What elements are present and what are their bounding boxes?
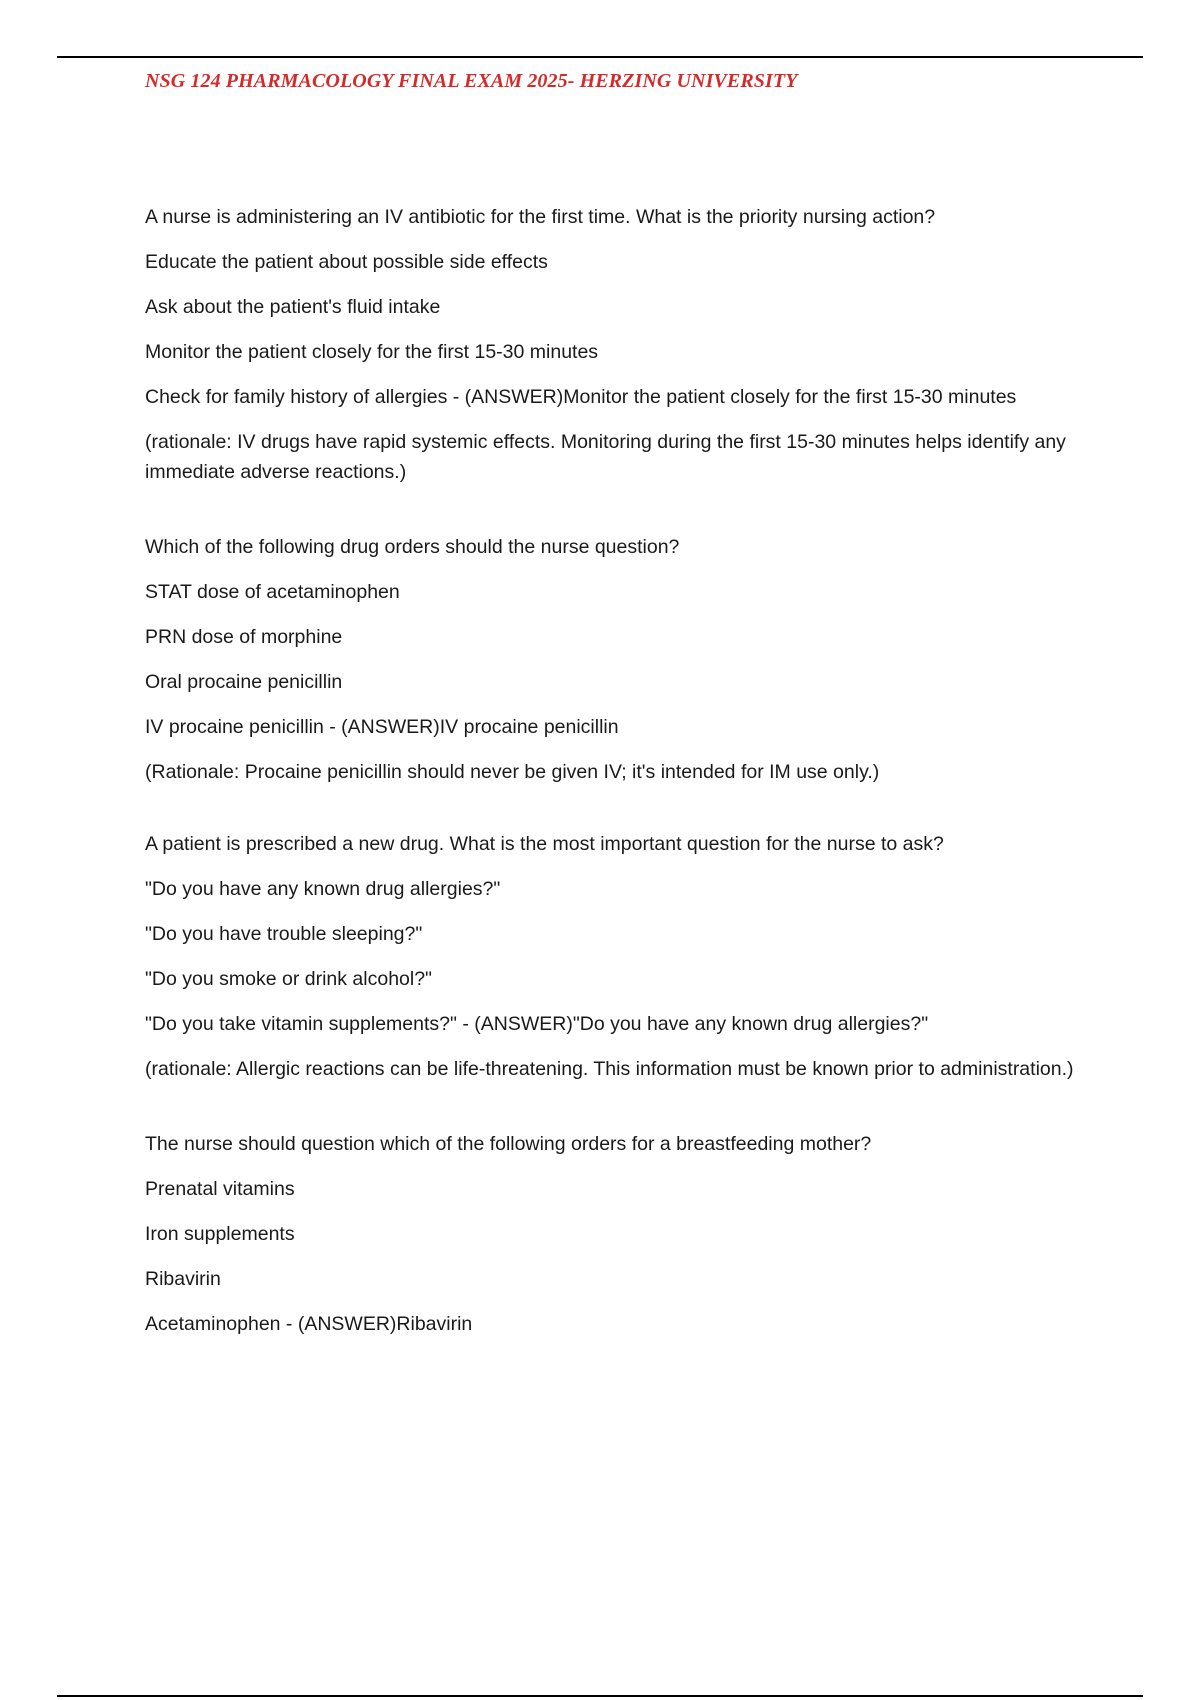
option-text: "Do you smoke or drink alcohol?" — [145, 968, 432, 990]
option-text: STAT dose of acetaminophen — [145, 581, 400, 603]
question-text: Which of the following drug orders should the nurse question? — [145, 536, 680, 558]
question-text: The nurse should question which of the following orders for a breastfeeding mother? — [145, 1133, 872, 1155]
option-text: Ask about the patient's fluid intake — [145, 296, 441, 318]
rationale-text: (rationale: IV drugs have rapid systemic effects. Monitoring during the first 15-30 minutes helps identify any immediate adverse reactions.) — [145, 431, 1066, 483]
option-text: Monitor the patient closely for the first 15-30 minutes — [145, 341, 599, 363]
option-text: Oral procaine penicillin — [145, 671, 343, 693]
document-title: NSG 124 PHARMACOLOGY FINAL EXAM 2025- HERZING UNIVERSITY — [145, 70, 798, 92]
option-with-answer: "Do you take vitamin supplements?" - (ANSWER)"Do you have any known drug allergies?" — [145, 1013, 929, 1035]
option-text: Educate the patient about possible side effects — [145, 251, 548, 273]
option-text: Prenatal vitamins — [145, 1178, 295, 1200]
rationale-text: (rationale: Allergic reactions can be life-threatening. This information must be known prior to administration.) — [145, 1058, 1074, 1080]
question-block-2 — [145, 535, 1085, 784]
option-with-answer: IV procaine penicillin - (ANSWER)IV procaine penicillin — [145, 716, 619, 738]
rationale-text: (Rationale: Procaine penicillin should never be given IV; it's intended for IM use only.) — [145, 761, 880, 783]
question-text: A patient is prescribed a new drug. What is the most important question for the nurse to ask? — [145, 833, 944, 855]
option-text: Iron supplements — [145, 1223, 295, 1245]
exam-content — [145, 205, 1085, 1384]
option-with-answer: Acetaminophen - (ANSWER)Ribavirin — [145, 1313, 473, 1335]
question-block-1 — [145, 205, 1085, 487]
question-text: A nurse is administering an IV antibiotic for the first time. What is the priority nursing action? — [145, 206, 936, 228]
option-text: "Do you have trouble sleeping?" — [145, 923, 423, 945]
option-with-answer: Check for family history of allergies - (ANSWER)Monitor the patient closely for the first 15-30 minutes — [145, 386, 1017, 408]
option-text: PRN dose of morphine — [145, 626, 343, 648]
question-block-4 — [145, 1132, 1085, 1336]
option-text: "Do you have any known drug allergies?" — [145, 878, 501, 900]
header-rule — [57, 56, 1143, 58]
footer-rule — [57, 1695, 1143, 1697]
option-text: Ribavirin — [145, 1268, 221, 1290]
question-block-3 — [145, 832, 1085, 1084]
